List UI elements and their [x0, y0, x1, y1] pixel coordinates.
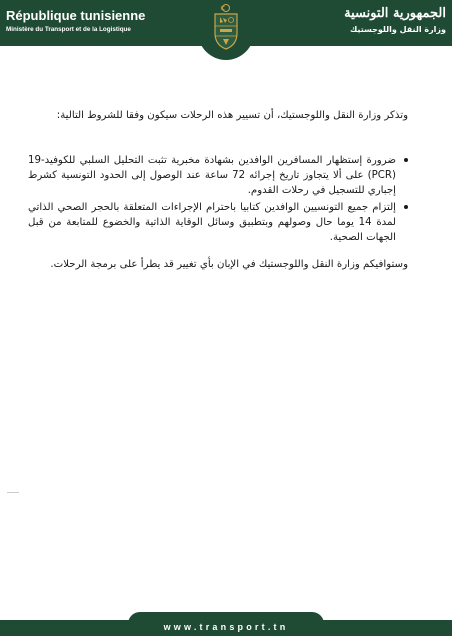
scan-mark	[7, 492, 19, 493]
closing-paragraph: وستوافيكم وزارة النقل واللوجستيك في الإبان بأي تغيير قد يطرأ على برمجة الرحلات.	[50, 259, 408, 270]
conditions-list	[28, 153, 408, 245]
intro-paragraph: وتذكر وزارة النقل واللوجستيك، أن تسيير هذه الرحلات سيكون وفقا للشروط التالية:	[56, 110, 408, 121]
country-name-fr: République tunisienne	[6, 8, 146, 23]
header-french-block	[6, 9, 145, 34]
header-arabic-block	[344, 6, 446, 35]
letter-body	[28, 108, 408, 272]
condition-text: إلتزام جميع التونسيين الوافدين كتابيا باحترام الإجراءات المتعلقة بالحجر الصحي الذاتي لمدة 14 يوما حال وصولهم وبتطبيق وسائل الوقاية الذاتية والخضوع للمتابعة من قبل الجهات الصحية.	[28, 202, 396, 243]
bullet-icon	[404, 205, 408, 209]
tunisia-coat-of-arms-icon	[211, 3, 241, 51]
condition-item	[28, 200, 408, 245]
condition-text: ضرورة إستظهار المسافرين الوافدين بشهادة مخبرية تثبت التحليل السلبي للكوفيد-19 (PCR) على ألا يتجاوز تاريخ إجرائه 72 ساعة عند الوصول إلى الحدود التونسية كشرط إجباري للتسجيل في رحلات القدوم.	[28, 155, 396, 196]
country-name-ar: الجمهورية التونسية	[344, 6, 446, 21]
condition-item	[28, 153, 408, 198]
website-url: www.transport.tn	[163, 622, 289, 632]
ministry-name-fr: Ministère du Transport et de la Logistique	[6, 26, 131, 33]
ministry-name-ar: وزارة النقل واللوجستيك	[349, 25, 446, 34]
bullet-icon	[404, 158, 408, 162]
